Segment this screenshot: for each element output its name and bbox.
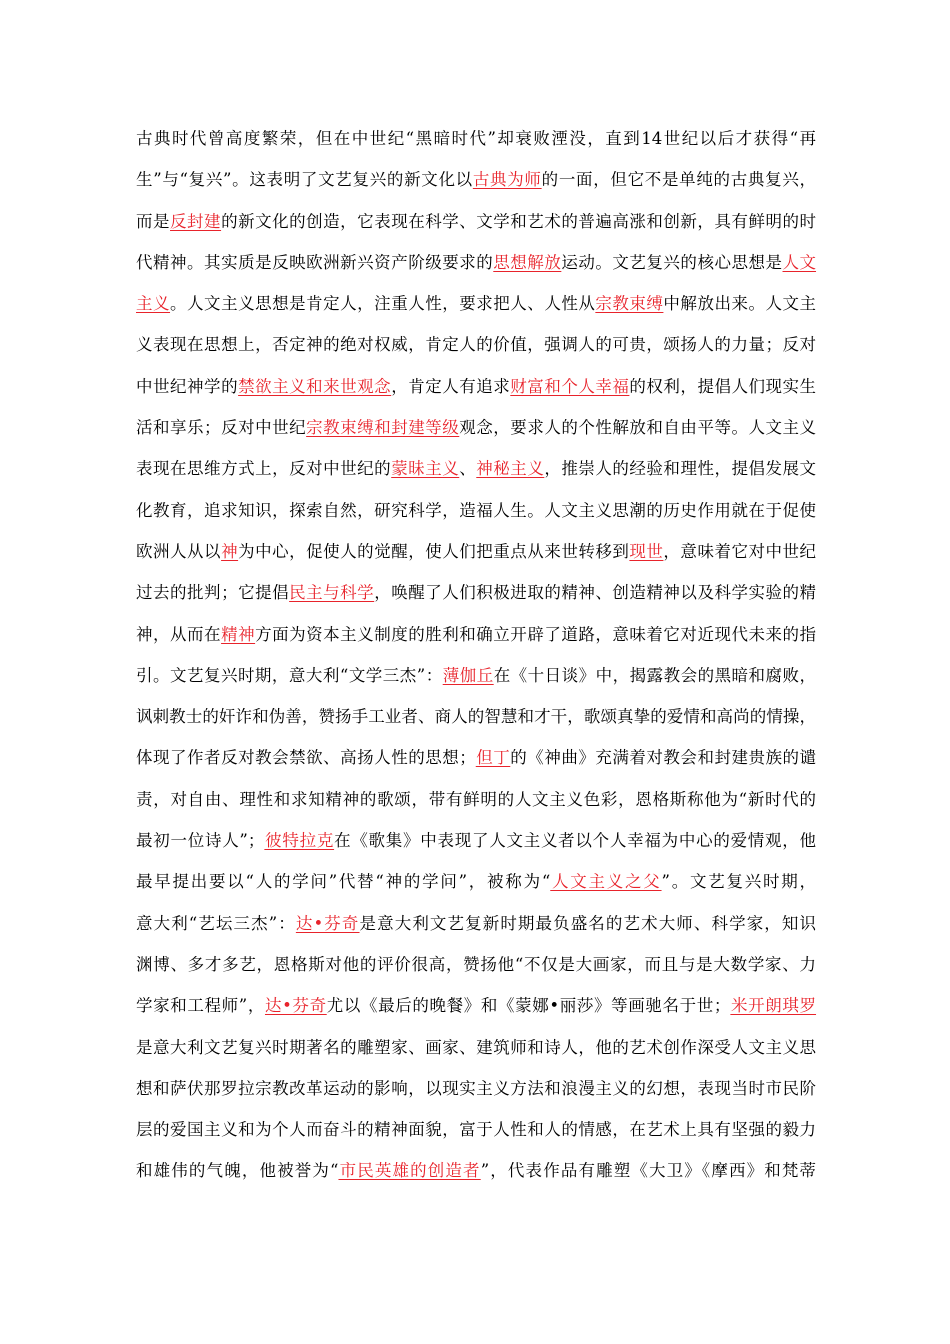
text-line (136, 242, 816, 283)
highlighted-keyword: 宗教束缚和封建等级 (306, 418, 460, 438)
highlighted-keyword: 达•芬奇 (264, 996, 327, 1016)
text-segment: 而是 (136, 211, 171, 231)
text-line (136, 820, 816, 861)
highlighted-keyword: 市民英雄的创造者 (338, 1161, 481, 1181)
text-segment: 生”与“复兴”。这表明了文艺复兴的新文化以 (136, 170, 473, 190)
text-line (136, 201, 816, 242)
text-segment: 观念，要求人的个性解放和自由平等。人文主义 (459, 418, 817, 438)
highlighted-keyword: 主义 (136, 294, 171, 314)
text-segment: 的新文化的创造，它表现在科学、文学和艺术的普遍高涨和创新，具有鲜明的时 (221, 211, 817, 231)
text-line (136, 903, 816, 944)
text-segment: 学家和工程师”， (136, 996, 265, 1016)
text-line (136, 324, 816, 365)
highlighted-keyword: 思想解放 (493, 252, 562, 272)
text-segment: 在《歌集》中表现了人文主义者以个人幸福为中心的爱情观，他 (334, 831, 817, 851)
text-segment: 意大利“艺坛三杰”： (136, 913, 296, 933)
text-segment: 渊博、多才多艺，恩格斯对他的评价很高，赞扬他“不仅是大画家，而且与是大数学家、力 (136, 954, 816, 974)
text-line (136, 614, 816, 655)
highlighted-keyword: 彼特拉克 (264, 831, 335, 851)
text-line (136, 861, 816, 902)
text-segment: 尤以《最后的晚餐》和《蒙娜•丽莎》等画驰名于世； (326, 996, 731, 1016)
text-line (136, 737, 816, 778)
text-segment: 表现在思维方式上，反对中世纪的 (136, 459, 392, 479)
highlighted-keyword: 达•芬奇 (295, 913, 360, 933)
text-segment: ，推崇人的经验和理性，提倡发展文 (544, 459, 817, 479)
text-line (136, 1150, 816, 1191)
highlighted-keyword: 人文主义之父 (550, 872, 662, 892)
text-segment: 活和享乐；反对中世纪 (136, 418, 307, 438)
highlighted-keyword: 神 (221, 541, 239, 561)
text-segment: ”，代表作品有雕塑《大卫》《摩西》和梵蒂 (480, 1161, 817, 1181)
highlighted-keyword: 人文 (782, 252, 817, 272)
text-segment: 体现了作者反对教会禁欲、高扬人性的思想； (136, 748, 476, 768)
text-line (136, 366, 816, 407)
text-segment: 古典时代曾高度繁荣，但在中世纪“黑暗时代”却衰败湮没，直到14世纪以后才获得“再 (136, 129, 816, 148)
text-segment: 是意大利文艺复兴时期著名的雕塑家、画家、建筑师和诗人，他的艺术创作深受人文主义思 (136, 1037, 816, 1057)
text-segment: 层的爱国主义和为个人而奋斗的精神面貌，富于人性和人的情感，在艺术上具有坚强的毅力 (136, 1120, 816, 1140)
highlighted-keyword: 但丁 (475, 748, 511, 768)
text-segment: 方面为资本主义制度的胜利和确立开辟了道路，意味着它对近现代未来的指 (255, 624, 817, 644)
text-line (136, 531, 816, 572)
text-segment: 化教育，追求知识，探索自然，研究科学，造福人生。人文主义思潮的历史作用就在于促使 (136, 500, 816, 520)
highlighted-keyword: 精神 (221, 624, 256, 644)
text-line (136, 1027, 816, 1068)
highlighted-keyword: 财富和个人幸福 (510, 376, 630, 396)
text-segment: 中世纪神学的 (136, 376, 239, 396)
text-segment: 最初一位诗人”； (136, 831, 265, 851)
text-segment: 的权利，提倡人们现实生 (629, 376, 817, 396)
text-segment: 。人文主义思想是肯定人，注重人性，要求把人、人性从 (170, 294, 596, 314)
text-segment: 、 (459, 459, 477, 479)
highlighted-keyword: 薄伽丘 (442, 665, 494, 685)
document-page (136, 118, 816, 1192)
text-segment: 最早提出要以“人的学问”代替“神的学问”，被称为“ (136, 872, 551, 892)
text-segment: ，唤醒了人们积极进取的精神、创造精神以及科学实验的精 (374, 583, 817, 603)
highlighted-keyword: 蒙昧主义 (391, 459, 460, 479)
text-segment: ，肯定人有追求 (391, 376, 511, 396)
text-segment: 为中心，促使人的觉醒，使人们把重点从来世转移到 (238, 541, 630, 561)
text-segment: 的《神曲》充满着对教会和封建贵族的谴 (510, 748, 817, 768)
highlighted-keyword: 米开朗琪罗 (730, 996, 817, 1016)
text-line (136, 572, 816, 613)
text-segment: 义表现在思想上，否定神的绝对权威，肯定人的价值，强调人的可贵，颂扬人的力量；反对 (136, 335, 816, 355)
text-segment: 在《十日谈》中，揭露教会的黑暗和腐败， (493, 665, 817, 685)
text-segment: 中解放出来。人文主 (663, 294, 817, 314)
text-line (136, 1109, 816, 1150)
text-segment: 欧洲人从以 (136, 541, 222, 561)
text-line (136, 283, 816, 324)
text-line (136, 448, 816, 489)
highlighted-keyword: 反封建 (170, 211, 222, 231)
text-segment: 运动。文艺复兴的核心思想是 (561, 252, 783, 272)
text-segment: 神，从而在 (136, 624, 222, 644)
text-line (136, 779, 816, 820)
text-segment: 讽刺教士的奸诈和伪善，赞扬手工业者、商人的智慧和才干，歌颂真挚的爱情和高尚的情操， (136, 707, 816, 727)
text-segment: 想和萨伏那罗拉宗教改革运动的影响，以现实主义方法和浪漫主义的幻想，表现当时市民阶 (136, 1078, 816, 1098)
text-line (136, 407, 816, 448)
text-segment: 引。文艺复兴时期，意大利“文学三杰”： (136, 665, 443, 685)
text-line (136, 985, 816, 1026)
text-line (136, 655, 816, 696)
highlighted-keyword: 禁欲主义和来世观念 (238, 376, 392, 396)
highlighted-keyword: 宗教束缚 (595, 294, 664, 314)
text-line (136, 1068, 816, 1109)
text-segment: 过去的批判；它提倡 (136, 583, 290, 603)
text-segment: 是意大利文艺复新时期最负盛名的艺术大师、科学家，知识 (359, 913, 817, 933)
highlighted-keyword: 神秘主义 (476, 459, 545, 479)
text-line (136, 118, 816, 159)
text-segment: 的一面，但它不是单纯的古典复兴， (541, 170, 817, 190)
text-line (136, 490, 816, 531)
text-segment: 责，对自由、理性和求知精神的歌颂，带有鲜明的人文主义色彩，恩格斯称他为“新时代的 (136, 789, 816, 809)
text-segment: ”。文艺复兴时期， (661, 872, 817, 892)
text-line (136, 696, 816, 737)
text-line (136, 944, 816, 985)
text-segment: ，意味着它对中世纪 (663, 541, 817, 561)
text-segment: 代精神。其实质是反映欧洲新兴资产阶级要求的 (136, 252, 494, 272)
highlighted-keyword: 现世 (629, 541, 664, 561)
highlighted-keyword: 民主与科学 (289, 583, 375, 603)
highlighted-keyword: 古典为师 (472, 170, 542, 190)
text-line (136, 159, 816, 200)
text-segment: 和雄伟的气魄，他被誉为“ (136, 1161, 339, 1181)
